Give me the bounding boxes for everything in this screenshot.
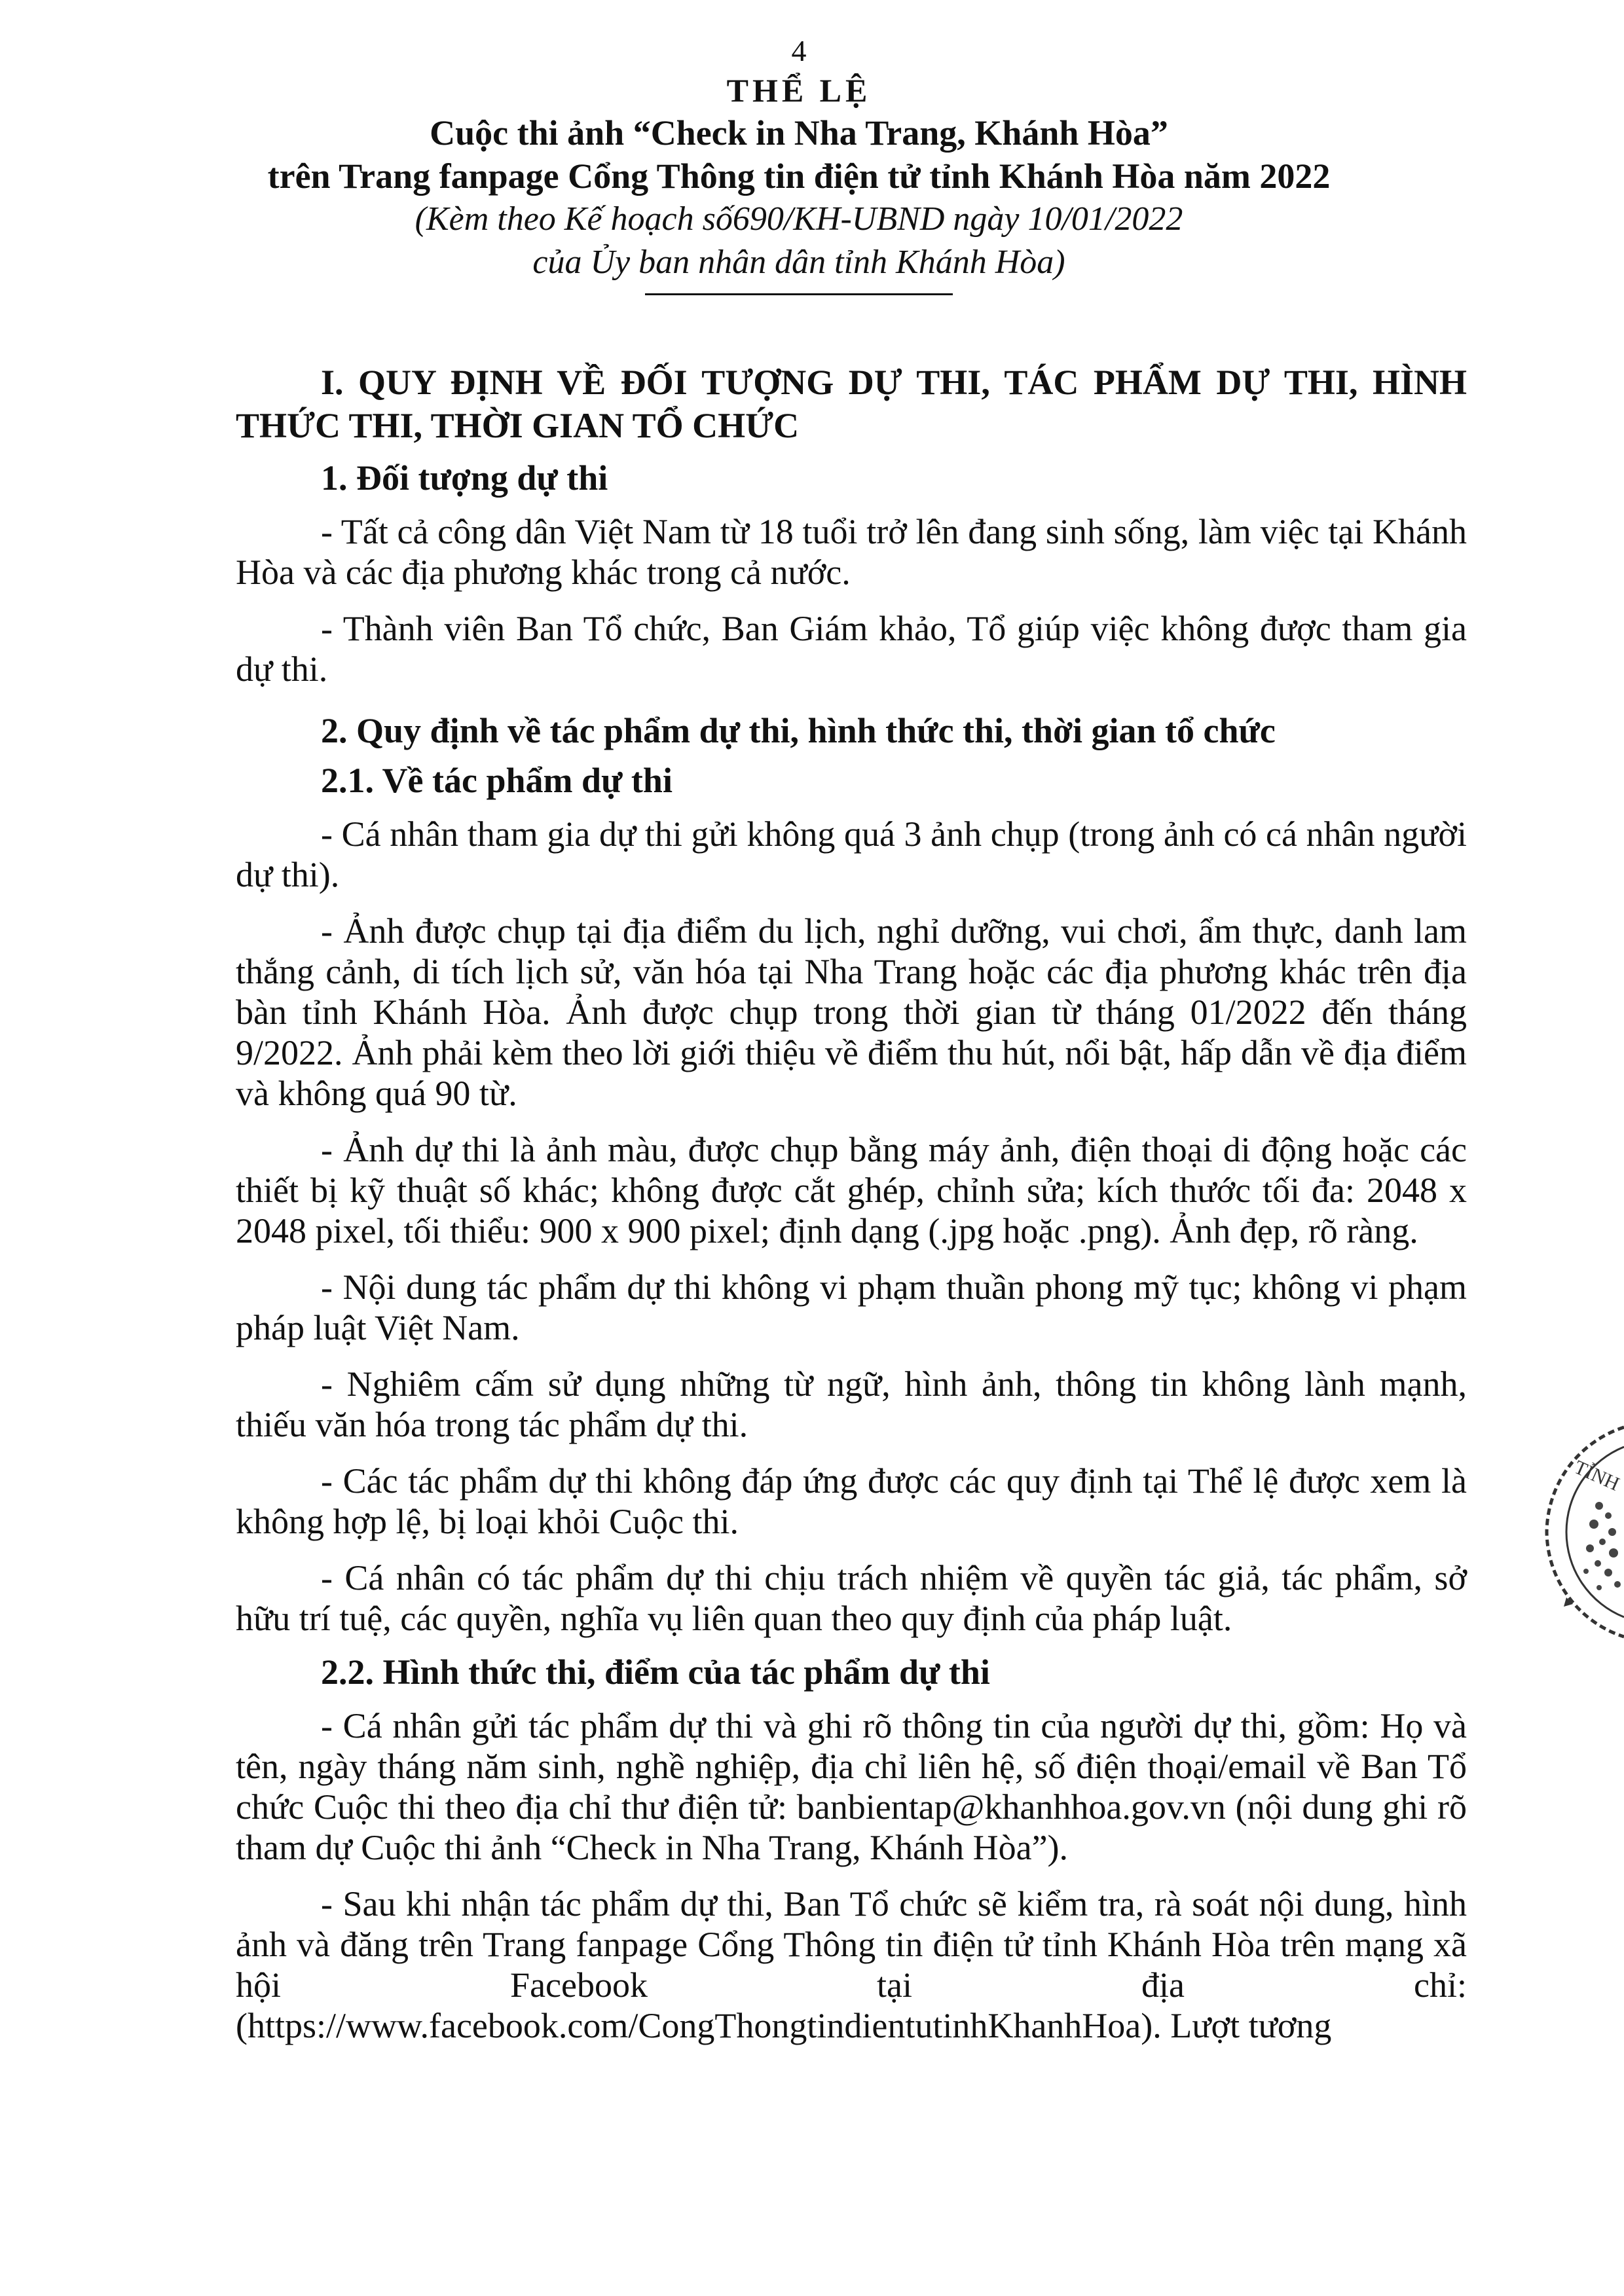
attachment-reference: (Kèm theo Kế hoạch số690/KH-UBND ngày 10/01/2022: [415, 200, 1183, 238]
paragraph: - Tất cả công dân Việt Nam từ 18 tuổi trở lên đang sinh sống, làm việc tại Khánh Hòa và các địa phương khác trong cả nước.: [236, 512, 1467, 592]
title-divider: [645, 293, 953, 295]
paragraph: - Nội dung tác phẩm dự thi không vi phạm thuần phong mỹ tục; không vi phạm pháp luật Việt Nam.: [236, 1267, 1467, 1347]
paragraph: - Cá nhân có tác phẩm dự thi chịu trách nhiệm về quyền tác giả, tác phẩm, sở hữu trí tuệ, các quyền, nghĩa vụ liên quan theo quy định của pháp luật.: [236, 1558, 1467, 1638]
subsection-heading: 2.1. Về tác phẩm dự thi: [321, 761, 673, 800]
page-number: 4: [791, 34, 807, 67]
paragraph: - Nghiêm cấm sử dụng những từ ngữ, hình ảnh, thông tin không lành mạnh, thiếu văn hóa trong tác phẩm dự thi.: [236, 1364, 1467, 1444]
issuing-authority: của Ủy ban nhân dân tỉnh Khánh Hòa): [532, 244, 1065, 281]
paragraph: - Ảnh dự thi là ảnh màu, được chụp bằng máy ảnh, điện thoại di động hoặc các thiết bị kỹ thuật số khác; không được cắt ghép, chỉnh sửa; kích thước tối đa: 2048 x 2048 pixel, tối thiểu: 900 x 900 pixel; định dạng (.jpg hoặc .png). Ảnh đẹp, rõ ràng.: [236, 1130, 1467, 1250]
paragraph: - Cá nhân gửi tác phẩm dự thi và ghi rõ thông tin của người dự thi, gồm: Họ và tên, ngày tháng năm sinh, nghề nghiệp, địa chỉ liên hệ, số điện thoại/email về Ban Tổ chức Cuộc thi theo địa chỉ thư điện tử: banbientap@khanhhoa.gov.vn (nội dung ghi rõ tham dự Cuộc thi ảnh “Check in Nha Trang, Khánh Hòa”).: [236, 1706, 1467, 1867]
subsection-heading: 2.2. Hình thức thi, điểm của tác phẩm dự thi: [321, 1652, 990, 1692]
section-heading: I. QUY ĐỊNH VỀ ĐỐI TƯỢNG DỰ THI, TÁC PHẨM DỰ THI, HÌNH THỨC THI, THỜI GIAN TỔ CHỨC: [236, 363, 1467, 445]
paragraph: - Cá nhân tham gia dự thi gửi không quá 3 ảnh chụp (trong ảnh có cá nhân người dự thi).: [236, 814, 1467, 894]
contest-name: Cuộc thi ảnh “Check in Nha Trang, Khánh Hòa”: [430, 113, 1168, 153]
paragraph: - Các tác phẩm dự thi không đáp ứng được các quy định tại Thể lệ được xem là không hợp lệ, bị loại khỏi Cuộc thi.: [236, 1461, 1467, 1541]
official-seal-stamp: [1540, 1408, 1624, 1643]
paragraph: - Thành viên Ban Tổ chức, Ban Giám khảo, Tổ giúp việc không được tham gia dự thi.: [236, 609, 1467, 689]
contest-platform: trên Trang fanpage Cổng Thông tin điện tử tỉnh Khánh Hòa năm 2022: [267, 156, 1331, 196]
document-body: [236, 33, 1467, 2046]
document-title: THỂ LỆ: [726, 72, 872, 109]
paragraph: - Ảnh được chụp tại địa điểm du lịch, nghỉ dưỡng, vui chơi, ẩm thực, danh lam thắng cảnh, di tích lịch sử, văn hóa tại Nha Trang hoặc các địa phương khác trên địa bàn tỉnh Khánh Hòa. Ảnh được chụp trong thời gian từ tháng 01/2022 đến tháng 9/2022. Ảnh phải kèm theo lời giới thiệu về điểm thu hút, nổi bật, hấp dẫn về địa điểm và không quá 90 từ.: [236, 911, 1467, 1113]
seal-text: TỈNH: [1570, 1456, 1623, 1495]
subsection-heading: 2. Quy định về tác phẩm dự thi, hình thức thi, thời gian tổ chức: [321, 711, 1276, 750]
paragraph: - Sau khi nhận tác phẩm dự thi, Ban Tổ chức sẽ kiểm tra, rà soát nội dung, hình ảnh và đăng trên Trang fanpage Cổng Thông tin điện tử tỉnh Khánh Hòa trên mạng xã hội Facebook tại địa chỉ: (https://www.facebook.com/CongThongtindientutinhKhanhHoa). Lượt tương: [236, 1884, 1467, 2045]
subsection-heading: 1. Đối tượng dự thi: [321, 458, 608, 498]
